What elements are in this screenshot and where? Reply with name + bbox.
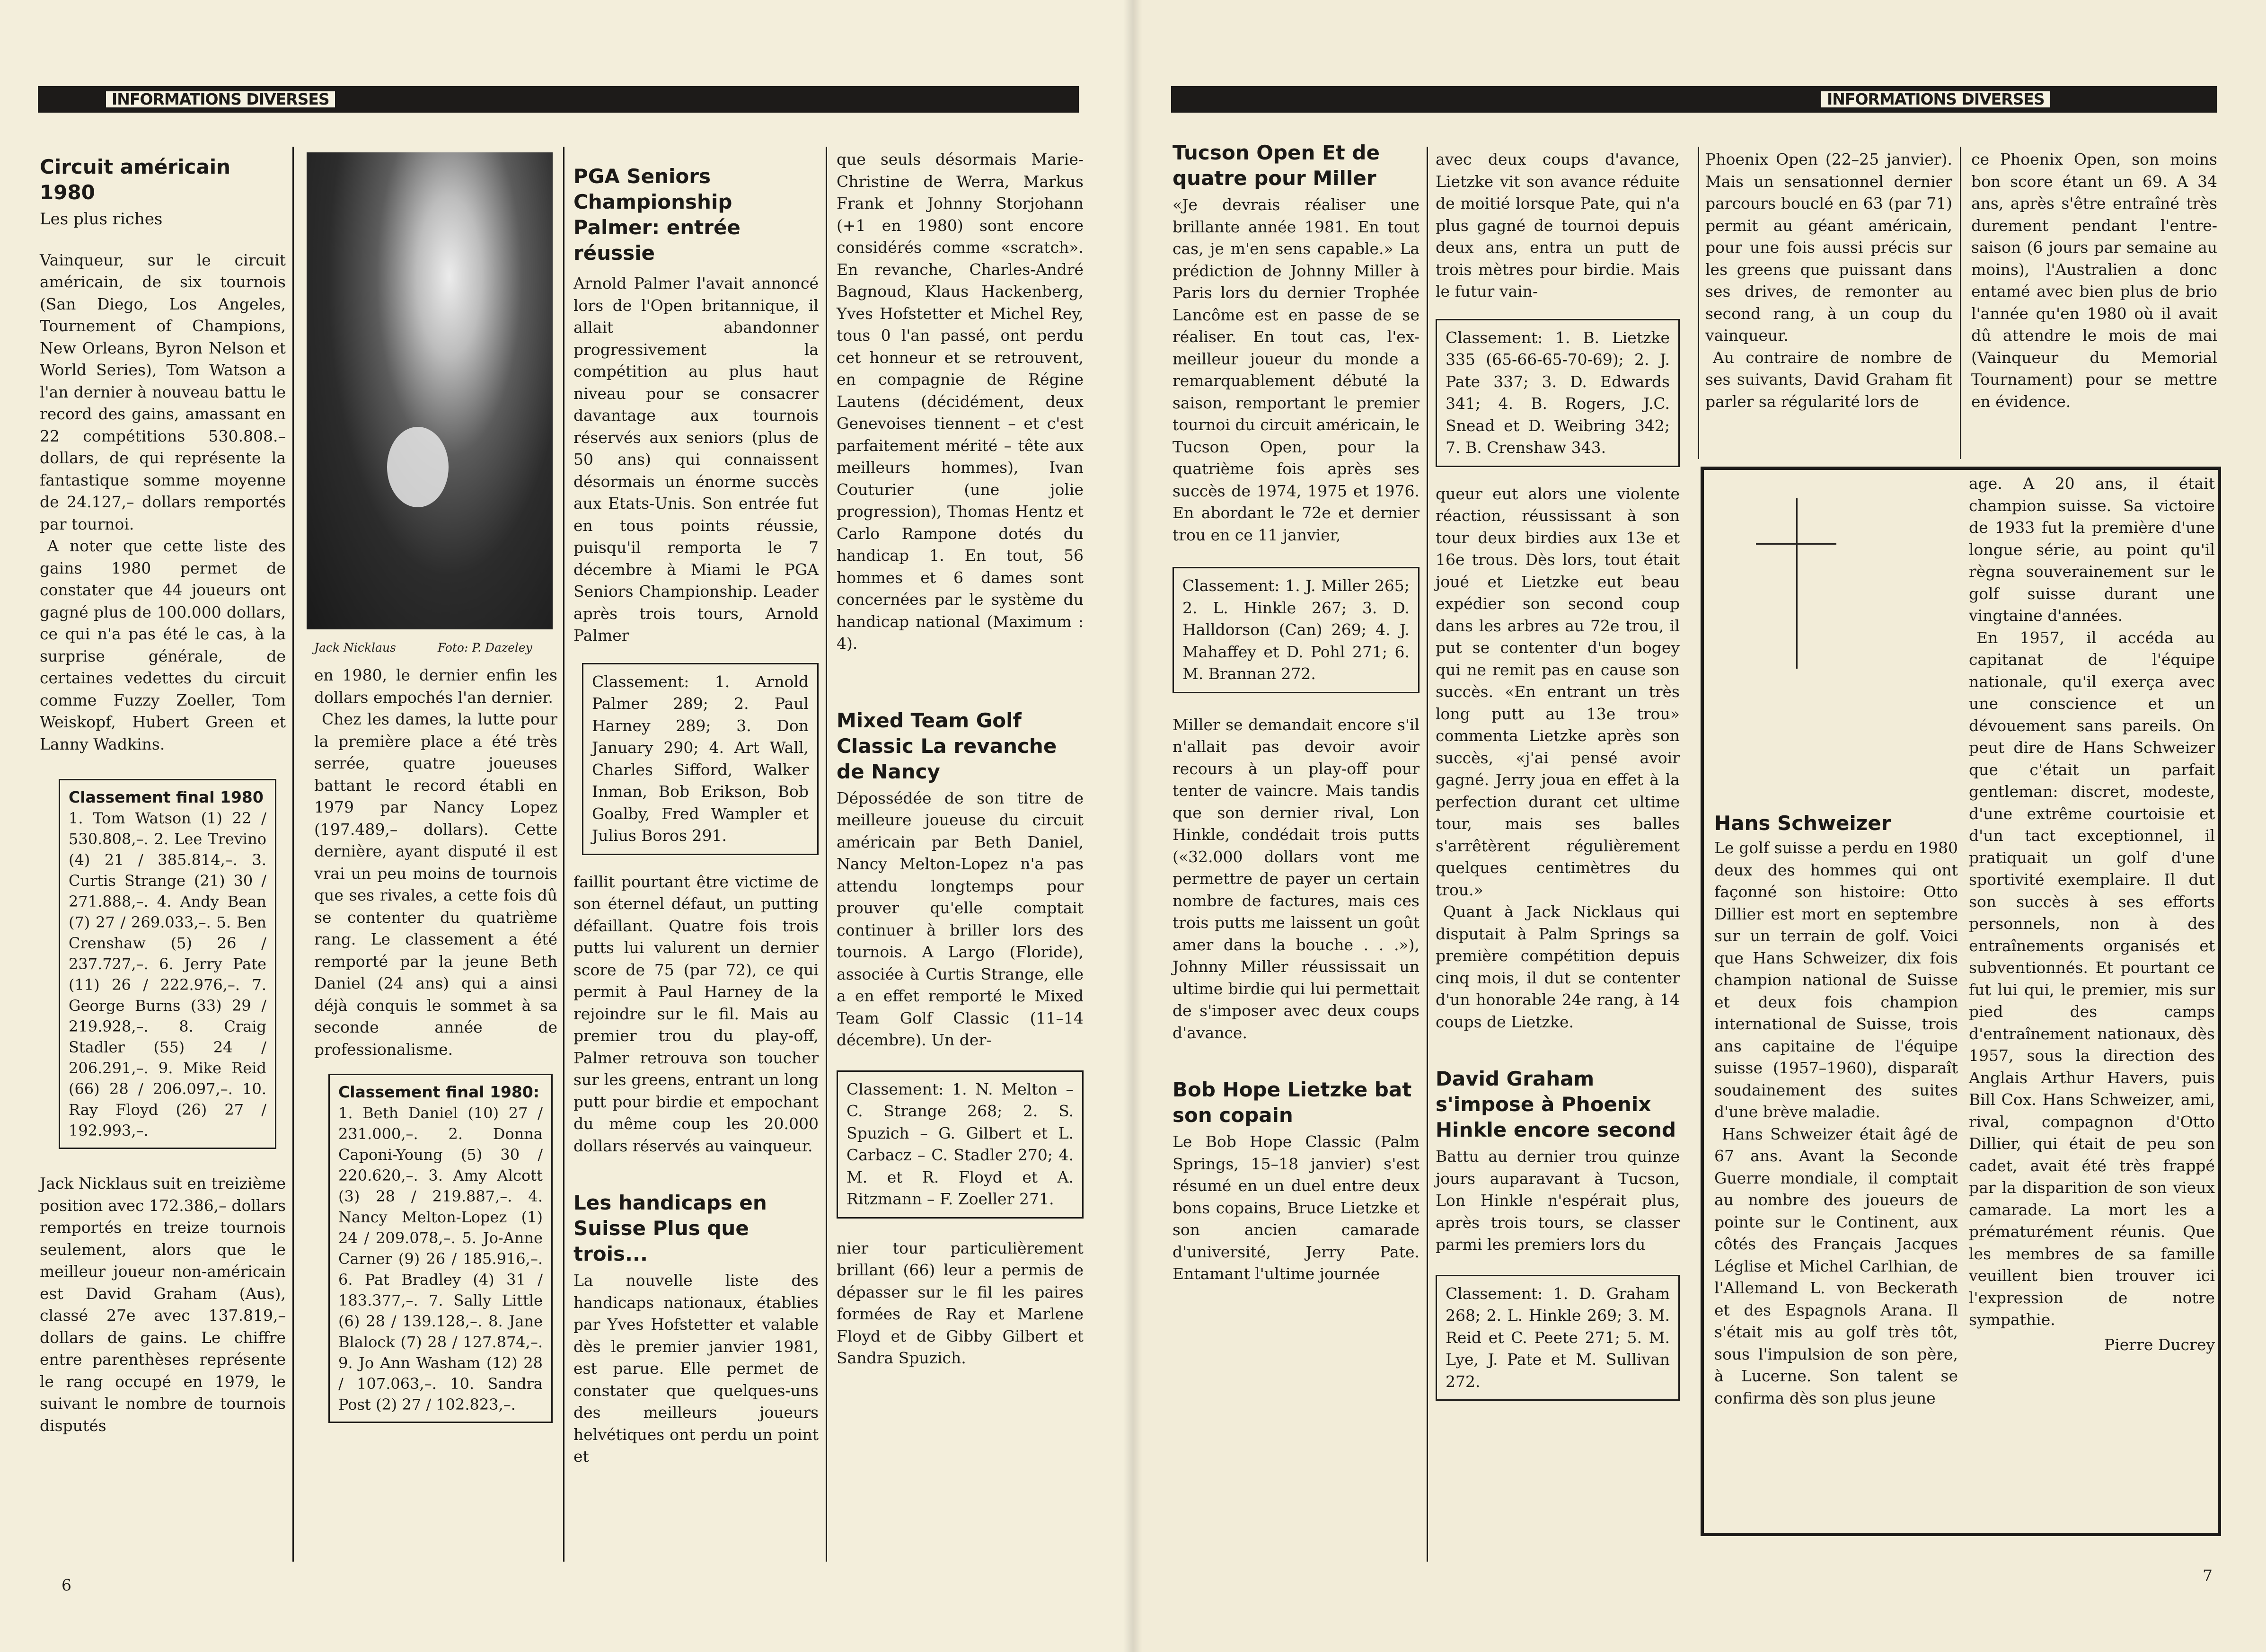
paragraph: faillit pourtant être victime de son éternel défaut, un putting défaillant. Quatre fois trois putts lui valurent un dernier score de 75 (par 72), ce qui permit à Paul Harney de la rejoindre sur le fil. Mais au premier trou du play-off, Palmer retrouva son toucher sur les greens, entrant un long putt pour birdie et empochant du même coup les 20.000 dollars réservés au vainqueur. (573, 872, 819, 1155)
paragraph: Miller se demandait encore s'il n'allait pas devoir avoir recours à un play-off pour tenter de vaincre. Mais tandis que son dernier rival, Lon Hinkle, condédait trois putts («32.000 dollars vont me permettre de payer un certain nombre de factures, mais ces trois putts me laissent un goût amer dans la bouche . . .»), Johnny Miller réussissait un ultime birdie qui lui permettait de s'imposer avec deux coups d'avance. (1173, 715, 1420, 1042)
paragraph: Le Bob Hope Classic (Palm Springs, 15–18 janvier) s'est résumé en un duel entre deux bons copains, Bruce Lietzke et son ancien camarade d'université, Jerry Pate. Entamant l'ultime journée (1173, 1132, 1420, 1283)
paragraph: La nouvelle liste des handicaps nationaux, établies par Yves Hofstetter et valable dès le premier janvier 1981, est parue. Elle permet de constater que quelques-uns des meilleurs joueurs helvétiques ont perdu un point et (573, 1271, 819, 1466)
article-title: Les handicaps en Suisse Plus que trois... (573, 1191, 767, 1265)
photo-caption (314, 641, 532, 654)
ranking-box (1173, 567, 1420, 693)
article-title: PGA Seniors Championship Palmer: entrée réussie (573, 165, 741, 265)
paragraph: Dépossédée de son titre de meilleure joueuse du circuit américain par Beth Daniel, Nancy Melton-Lopez n'a pas attendu longtemps pour prouver qu'elle comptait continuer à briller lors des tournois. A Largo (Floride), associée à Curtis Strange, elle a en effet remporté le Mixed Team Golf Classic (11–14 décembre). Un der- (837, 788, 1084, 1049)
paragraph: que seuls désormais Marie-Christine de Werra, Markus Frank et Johnny Storjohann (+1 en 1980) sont encore considérés comme «scratch». En revanche, Charles-André Bagnoud, Klaus Hackenberg, Yves Hofstetter et Michel Rey, tous 0 l'an passé, ont perdu cet honneur et se retrouvent, en compagnie de Régine Lautens (décidément, deux Genevoises tiennent – et c'est parfaitement mérité – tête aux meilleurs hommes), Ivan Couturier (une jolie progression), Thomas Hentz et Carlo Rampone dotés du handicap 1. En tout, 56 hommes et 6 dames sont concernées par le système du handicap national (Maximum : 4). (837, 150, 1084, 653)
ranking-box (837, 1070, 1084, 1219)
paragraph: «Je devrais réaliser une brillante année 1981. En tout cas, je m'en sens capable.» La prédiction de Johnny Miller à Paris lors du dernier Trophée Lancôme est en passe de se réaliser. En tout cas, l'ex-meilleur joueur du monde a remarquablement débuté la saison, remportant le premier tournoi du circuit américain, le Tucson Open, pour la quatrième fois après ses succès de 1974, 1975 et 1976. En abordant le 72e et dernier trou en ce 11 janvier, (1173, 195, 1420, 544)
ranking-box (1436, 1275, 1680, 1401)
obituary-box (1701, 467, 2221, 1536)
column-rule (1427, 147, 1428, 1562)
article-title: Circuit américain 1980 (40, 155, 231, 204)
ranking-box (59, 779, 276, 1149)
ranking-text: Classement: 1. J. Miller 265; 2. L. Hinkle 267; 3. D. Halldorson (Can) 269; 4. J. Mahaffey et D. Pohl 271; 6. M. Brannan 272. (1182, 576, 1410, 683)
ranking-box-ladies (328, 1074, 553, 1423)
signature: Pierre Ducrey (2104, 1335, 2215, 1354)
paragraph: en 1980, le dernier enfin les dollars empochés l'an dernier. (314, 666, 557, 707)
paragraph: Jack Nicklaus suit en treizième position avec 172.386,– dollars remportés en treize tournois seulement, alors que le meilleur joueur non-américain est David Graham (Aus), classé 27e avec 137.819,– dollars de gains. Le chiffre entre parenthèses représente le rang occupé en 1979, le suivant le nombre de tournois disputés (40, 1174, 286, 1435)
ranking-text: Classement: 1. B. Lietzke 335 (65-66-65-70-69); 2. J. Pate 337; 3. D. Edwards 341; 4. B. Rogers, J.C. Snead et D. Weibring 342; 7. B. Crenshaw 343. (1446, 328, 1670, 457)
ranking-title: Classement final 1980 (69, 788, 264, 806)
column-graham-cont (1971, 149, 2217, 413)
article-title: Bob Hope Lietzke bat son copain (1173, 1078, 1412, 1127)
paragraph: Chez les dames, la lutte pour la première place a été très serrée, quatre joueuses battant le record établi en 1979 par Nancy Lopez (197.489,– dollars). Cette dernière, ayant disputé il est vrai un peu moins de tournois que ses rivales, a cette fois dû se contenter du quatrième rang. Le classement a été remporté par la jeune Beth Daniel (24 ans) qui a ainsi déjà conquis le sommet à sa seconde année de professionalisme. (314, 710, 557, 1059)
header-band-left (38, 86, 1079, 113)
cross-icon-bar (1756, 543, 1836, 545)
obituary-title: Hans Schweizer (1714, 812, 1891, 835)
jack-nicklaus-photo (307, 152, 553, 629)
paragraph: ce Phoenix Open, son moins bon score étant un 69. A 34 ans, après s'être entraîné très durement pendant l'entre-saison (6 jours par semaine au moins), l'Australien a donc entamé avec bien plus de brio l'année qu'en 1980 où il avait dû attendre le mois de mai (Vainqueur du Memorial Tournament) pour se mettre en évidence. (1971, 150, 2217, 411)
paragraph: Battu au dernier trou quinze jours auparavant à Tucson, Lon Hinkle n'espérait plus, après trois tours, se classer parmi les premiers lors du (1436, 1147, 1680, 1254)
page-fold (1123, 0, 1142, 1652)
page-number-right: 7 (2203, 1566, 2213, 1585)
section-label-left: INFORMATIONS DIVERSES (104, 89, 337, 109)
column-rule (826, 147, 827, 1562)
ranking-text: Classement: 1. D. Graham 268; 2. L. Hinkle 269; 3. M. Reid et C. Peete 271; 5. M. Lye, J. Pate et M. Sullivan 272. (1446, 1284, 1670, 1391)
column-circuit (40, 154, 286, 1437)
paragraph: A noter que cette liste des gains 1980 permet de constater que 44 joueurs ont gagné plus de 100.000 dollars, ce qui n'a pas été le cas, à la surprise générale, de certaines vedettes du circuit comme Fuzzy Zoeller, Tom Weiskopf, Hubert Green et Lanny Wadkins. (40, 537, 286, 753)
paragraph: age. A 20 ans, il était champion suisse. Sa victoire de 1933 fut la première d'une longue série, au point qu'il règna souverainement sur le golf suisse durant une vingtaine d'années. (1969, 474, 2215, 625)
article-title: Mixed Team Golf Classic La revanche de Nancy (837, 708, 1057, 783)
obituary-column-2 (1969, 473, 2215, 1356)
column-graham (1705, 149, 1952, 413)
paragraph: Arnold Palmer l'avait annoncé lors de l'Open britannique, il allait abandonner progressivement la compétition au plus haut niveau pour se consacrer davantage aux tournois réservés aux seniors (plus de 50 ans) qui connaissent désormais un énorme succès aux Etats-Unis. Son entrée fut en tous points réussie, puisqu'il remporta le 7 décembre à Miami le PGA Seniors Championship. Leader après trois tours, Arnold Palmer (573, 274, 819, 645)
column-rule (1698, 147, 1699, 459)
paragraph: queur eut alors une violente réaction, réussissant à son tour deux birdies aux 13e et 16e trous. Dès lors, tout était joué et Lietzke eut beau expédier son second coup dans les arbres au 72e trou, il put se contenter d'un bogey qui ne remit pas en cause son succès. «En entrant un très long putt au 13e trou» commenta Lietzke après son succès, «j'ai pensé avoir gagné. Jerry joua en effet à la perfection durant cet ultime tour, mais ses balles s'arrêtèrent régulièrement quelques centimètres du trou.» (1436, 484, 1680, 899)
obituary-column-1 (1714, 811, 1958, 1409)
caption-credit: Foto: P. Dazeley (437, 641, 532, 654)
ranking-box (582, 663, 819, 855)
ranking-box (1436, 319, 1680, 467)
ranking-text: 1. Beth Daniel (10) 27 / 231.000,–. 2. Donna Caponi-Young (5) 30 / 220.620,–. 3. Amy Alcott (3) 28 / 219.887,–. 4. Nancy Melton-Lopez (1) 24 / 209.078,–. 5. Jo-Anne Carner (9) 26 / 185.916,–. 6. Pat Bradley (4) 31 / 183.377,–. 7. Sally Little (6) 28 / 139.128,–. 8. Jane Blalock (7) 28 / 127.874,–. 9. Jo Ann Washam (12) 28 / 107.063,–. 10. Sandra Post (2) 27 / 102.823,–. (338, 1104, 543, 1413)
paragraph: Vainqueur, sur le circuit américain, de six tournois (San Diego, Los Angeles, Tournement of Champions, New Orleans, Byron Nelson et World Series), Tom Watson a l'an dernier à nouveau battu le record des gains, amassant en 22 compétitions 530.808.– dollars, de qui représente la fantastique somme moyenne de 24.127,– dollars remportés par tournoi. (40, 250, 286, 533)
cross-icon (1796, 498, 1798, 669)
paragraph: Hans Schweizer était âgé de 67 ans. Avant la Seconde Guerre mondiale, il comptait au nombre des joueurs de pointe sur le Continent, aux côtés des Français Jacques Léglise et Michel Carlhian, de l'Allemand L. von Beckerath et des Espagnols Arana. Il s'était mis au golf très tôt, sous l'impulsion de son père, à Lucerne. Son talent se confirma dès son plus jeune (1714, 1124, 1958, 1407)
paragraph: Au contraire de nombre de ses suivants, David Graham fit parler sa régularité lors de (1705, 348, 1952, 411)
caption-subject: Jack Nicklaus (314, 641, 396, 654)
column-rule (292, 147, 294, 1562)
header-band-right (1171, 86, 2217, 113)
column-rule (563, 147, 564, 1562)
paragraph: nier tour particulièrement brillant (66) leur a permis de dépasser sur le fil les paires formées de Ray et Marlene Floyd et de Gibby Gilbert et Sandra Spuzich. (837, 1238, 1084, 1367)
ranking-text: Classement: 1. Arnold Palmer 289; 2. Paul Harney 289; 3. Don January 290; 4. Art Wall, Charles Sifford, Walker Inman, Bob Erikson, Bob Goalby, Fred Wampler et Julius Boros 291. (592, 672, 809, 845)
ranking-text: 1. Tom Watson (1) 22 / 530.808,–. 2. Lee Trevino (4) 21 / 385.814,–. 3. Curtis Strange (21) 30 / 271.888,–. 4. Andy Bean (7) 27 / 269.033,–. 5. Ben Crenshaw (5) 26 / 237.727,–. 6. Jerry Pate (11) 26 / 222.976,–. 7. George Burns (33) 29 / 219.928,–. 8. Craig Stadler (55) 24 / 206.291,–. 9. Mike Reid (66) 28 / 206.097,–. 10. Ray Floyd (26) 27 / 192.993,–. (69, 809, 266, 1140)
column-pga (573, 164, 819, 1468)
paragraph: Quant à Jack Nicklaus qui disputait à Palm Springs sa première compétition depuis cinq mois, il dut se contenter d'un honorable 24e rang, à 14 coups de Lietzke. (1436, 902, 1680, 1031)
ranking-title: Classement final 1980: (338, 1083, 540, 1101)
column-bob-hope (1436, 149, 1680, 1401)
article-title: Tucson Open Et de quatre pour Miller (1173, 141, 1380, 190)
paragraph: En 1957, il accéda au capitanat de l'équipe nationale, qu'il exerça avec une conscience et un dévouement sans pareils. On peut dire de Hans Schweizer que c'était un parfait gentleman: discret, modeste, d'une extrême courtoisie et d'un tact exceptionnel, il pratiquait un golf d'une sportivité exemplaire. Il dut son succès à ses efforts personnels, non à des entraînements organisés et subventionnés. Et pourtant ce fut lui qui, le premier, mis sur pied des camps d'entraînement nationaux, dès 1957, sous la direction des Anglais Arthur Havers, puis Bill Cox. Hans Schweizer, ami, rival, compagnon d'Otto Dillier, qui était de peu son cadet, avait été très frappé par la disparition de son vieux camarade. La mort les a prématurément réunis. Que les membres de sa famille veuillent bien trouver ici l'expression de notre sympathie. (1969, 628, 2215, 1329)
paragraph: Phoenix Open (22–25 janvier). Mais un sensationnel dernier parcours bouclé en 63 (par 71) permit au géant américain, pour une fois aussi précis sur les greens que puissant dans ses drives, de remonter au second rang, à un coup du vainqueur. (1705, 150, 1952, 345)
ranking-text: Classement: 1. N. Melton – C. Strange 268; 2. S. Spuzich – G. Gilbert et L. Carbacz – C. Stadler 270; 4. M. et R. Floyd et A. Ritzmann – F. Zoeller 271. (846, 1079, 1074, 1208)
article-title: David Graham s'impose à Phoenix Hinkle encore second (1436, 1067, 1676, 1141)
column-tucson (1173, 140, 1420, 1285)
section-label-right: INFORMATIONS DIVERSES (1819, 89, 2052, 109)
paragraph: Le golf suisse a perdu en 1980 deux des hommes qui ont façonné son histoire: Otto Dillier est mort en septembre sur un terrain de golf. Voici que Hans Schweizer, dix fois champion national de Suisse et deux fois champion international de Suisse, trois ans capitaine de l'équipe suisse (1957–1960), disparaît soudainement des suites d'une brève maladie. (1714, 839, 1958, 1121)
paragraph: avec deux coups d'avance, Lietzke vit son avance réduite de moitié lorsque Pate, qui n'a plus gagné de tournoi depuis deux ans, entra un putt de trois mètres pour birdie. Mais le futur vain- (1436, 150, 1680, 300)
column-ladies (314, 664, 557, 1423)
article-subtitle: Les plus riches (40, 210, 163, 229)
column-rule (1960, 147, 1961, 459)
page-number-left: 6 (62, 1576, 71, 1594)
column-handicaps (837, 149, 1084, 1369)
